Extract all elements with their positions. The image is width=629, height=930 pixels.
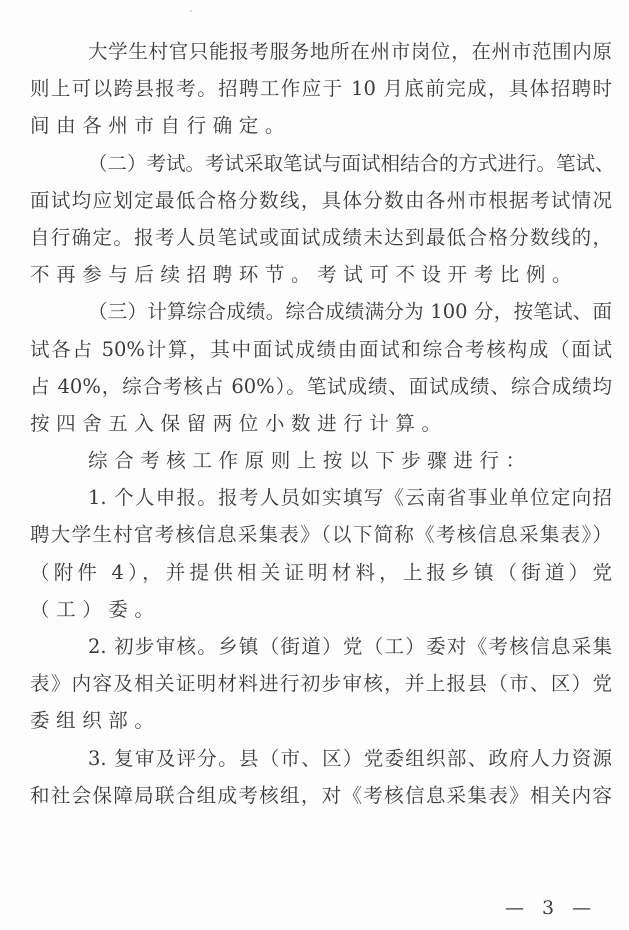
text-line: 间由各州市自行确定。 (30, 114, 292, 138)
page-number: — 3 — (505, 897, 598, 919)
text-line: 面试均应划定最低合格分数线，具体分数由各州市根据考试情况 (30, 188, 612, 212)
text-line: 大学生村官只能报考服务地所在州市岗位，在州市范围内原 (88, 40, 612, 63)
text-line: 2. 初步审核。乡镇（街道）党（工）委对《考核信息采集 (88, 635, 612, 658)
paragraph-step-2 (30, 628, 612, 740)
text-line: 3. 复审及评分。县（市、区）党委组织部、政府人力资源 (88, 746, 612, 770)
text-line: （工）委。 (30, 597, 161, 621)
paragraph-step-1 (30, 479, 612, 628)
text-line: （二）考试。考试采取笔试与面试相结合的方式进行。笔试、 (88, 151, 615, 175)
text-line: 自行确定。报考人员笔试或面试成绩未达到最低合格分数线的， (30, 225, 612, 249)
paragraph-composite-score (30, 293, 612, 442)
text-line: 占 40%，综合考核占 60%）。笔试成绩、面试成绩、综合成绩均 (30, 374, 612, 398)
text-line: 表》内容及相关证明材料进行初步审核，并上报县（市、区）党 (30, 672, 612, 696)
text-line: 1. 个人申报。报考人员如实填写《云南省事业单位定向招 (88, 486, 612, 510)
text-line: 按四舍五入保留两位小数进行计算。 (30, 411, 448, 435)
text-line: 综合考核工作原则上按以下步骤进行： (88, 449, 532, 473)
paragraph-steps-intro (30, 442, 612, 479)
text-line: 委组织部。 (30, 709, 161, 733)
text-line: 不再参与后续招聘环节。考试可不设开考比例。 (30, 263, 579, 287)
document-body (30, 33, 615, 814)
text-line: 聘大学生村官考核信息采集表》（以下简称《考核信息采集表》） (30, 523, 612, 547)
paragraph-1 (30, 33, 612, 145)
paragraph-exam (30, 145, 615, 294)
text-line: 和社会保障局联合组成考核组，对《考核信息采集表》相关内容 (30, 783, 612, 807)
paragraph-step-3 (30, 740, 612, 814)
text-line: 试各占 50%计算，其中面试成绩由面试和综合考核构成（面试 (30, 337, 612, 361)
text-line: 则上可以跨县报考。招聘工作应于 10 月底前完成，具体招聘时 (30, 77, 612, 101)
text-line: （附件 4），并提供相关证明材料，上报乡镇（街道）党 (30, 560, 612, 584)
text-line: （三）计算综合成绩。综合成绩满分为 100 分，按笔试、面 (88, 300, 612, 324)
scan-speck (190, 10, 192, 12)
